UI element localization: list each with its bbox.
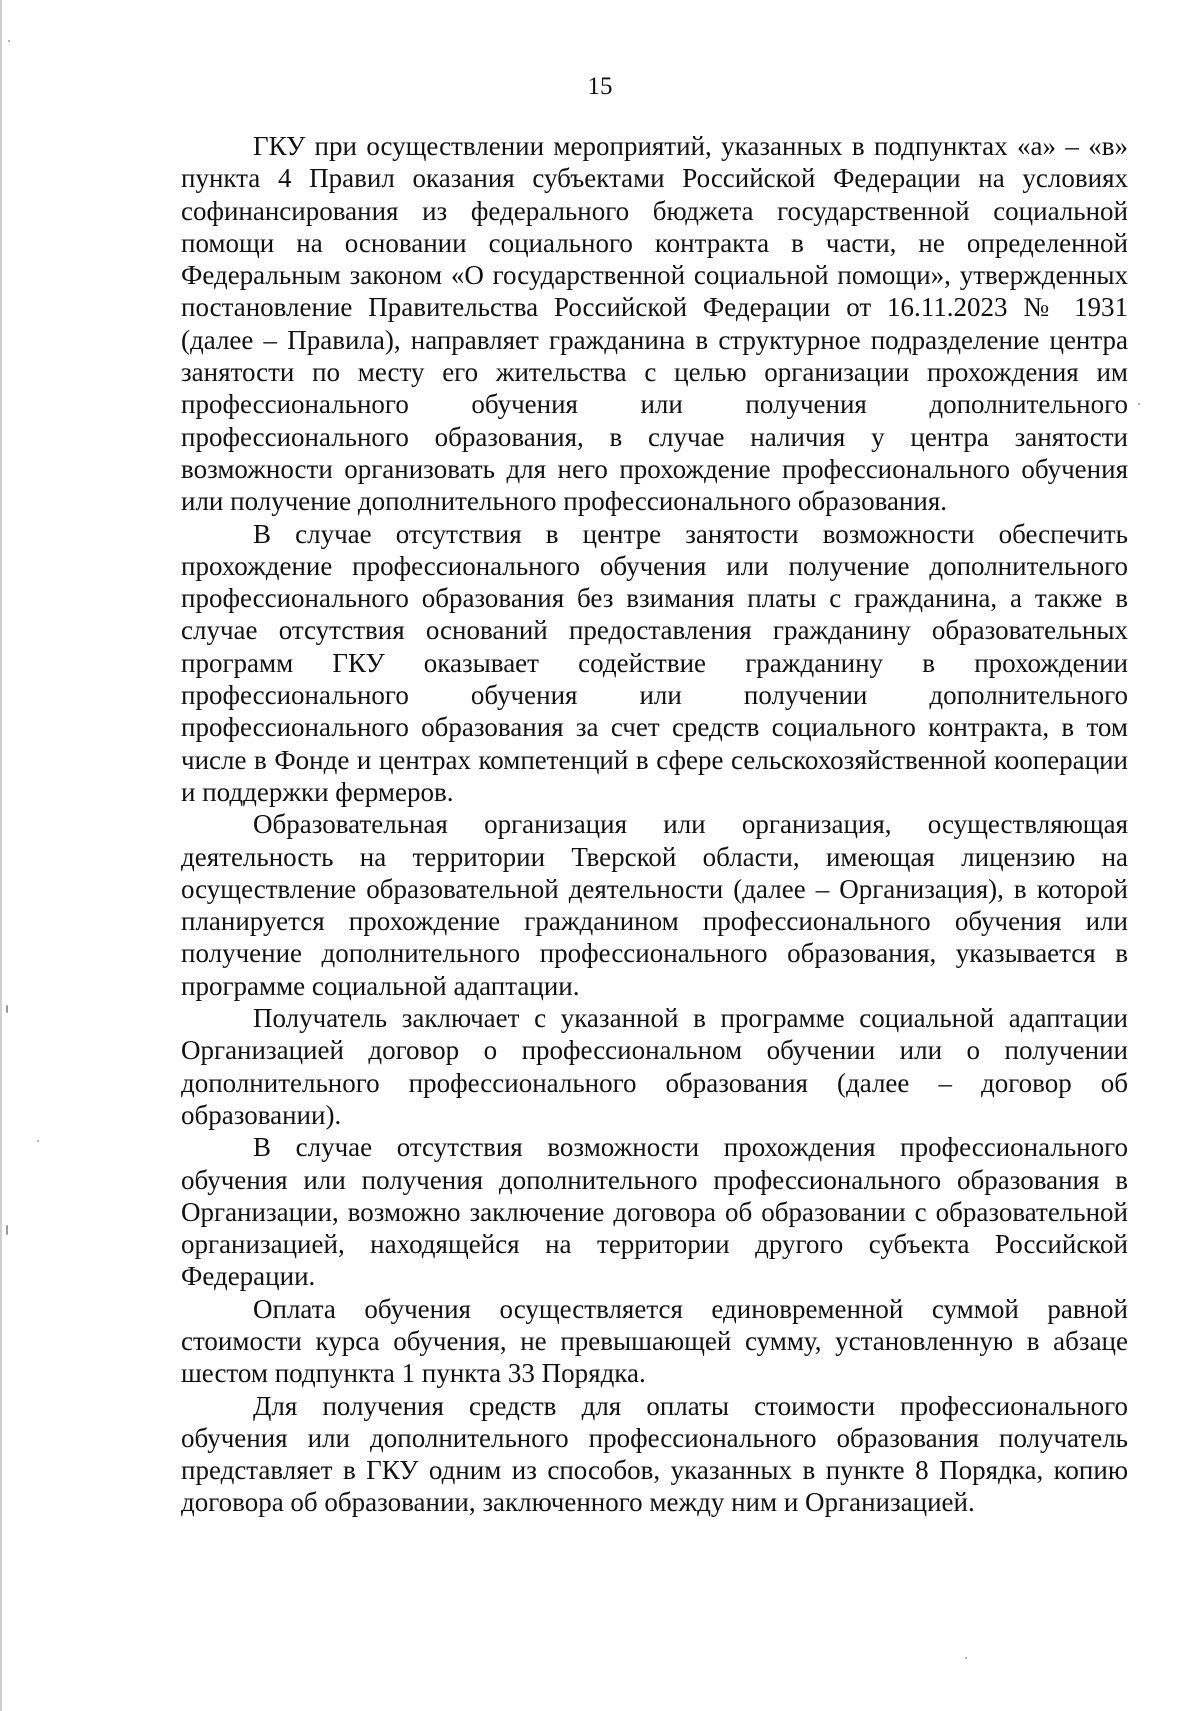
- scan-speck: [965, 1657, 967, 1659]
- scan-speck: [37, 1140, 39, 1142]
- scan-speck: [8, 40, 10, 42]
- paragraph-other-region: В случае отсутствия возможности прохождения профессионального обучения или получения дополнительного профессионального образования в Организации, возможно заключение договора об образовании с образовательной организацией, находящейся на территории другого субъекта Российской Федерации.: [181, 1132, 1128, 1292]
- scan-speck: [6, 1225, 8, 1235]
- paragraph-documents: Для получения средств для оплаты стоимости профессионального обучения или дополнительного профессионального образования получатель представляет в ГКУ одним из способов, указанных в пункте 8 Порядка, копию договора об образовании, заключенного между ним и Организацией.: [181, 1390, 1128, 1518]
- scan-speck: [1138, 403, 1140, 405]
- scan-speck: [6, 1005, 8, 1013]
- paragraph-organization: Образовательная организация или организация, осуществляющая деятельность на территории Тверской области, имеющая лицензию на осуществление образовательной деятельности (далее – Организация), в которой планируется прохождение гражданином профессионального обучения или получение дополнительного профессионального образования, указывается в программе социальной адаптации.: [181, 809, 1128, 1001]
- paragraph-gku-assistance: В случае отсутствия в центре занятости возможности обеспечить прохождение профессионального обучения или получение дополнительного профессионального образования без взимания платы с гражданина, а также в случае отсутствия оснований предоставления гражданину образовательных программ ГКУ оказывает содействие гражданину в прохождении профессионального обучения или получении дополнительного профессионального образования за счет средств социального контракта, в том числе в Фонде и центрах компетенций в сфере сельскохозяйственной кооперации и поддержки фермеров.: [181, 518, 1128, 807]
- scan-edge: [0, 0, 2, 1711]
- page-number: 15: [587, 73, 613, 100]
- document-body: [181, 130, 1128, 1519]
- paragraph-contract: Получатель заключает с указанной в программе социальной адаптации Организацией договор о профессиональном обучении или о получении дополнительного профессионального образования (далее – договор об образовании).: [181, 1003, 1128, 1130]
- paragraph-payment: Оплата обучения осуществляется единовременной суммой равной стоимости курса обучения, не превышающей сумму, установленную в абзаце шестом подпункта 1 пункта 33 Порядка.: [181, 1293, 1128, 1389]
- paragraph-gku-referral: ГКУ при осуществлении мероприятий, указанных в подпунктах «а» – «в» пункта 4 Правил оказания субъектами Российской Федерации на условиях софинансирования из федерального бюджета государственной социальной помощи на основании социального контракта в части, не определенной Федеральным законом «О государственной социальной помощи», утвержденных постановление Правительства Российской Федерации от 16.11.2023 № 1931 (далее – Правила), направляет гражданина в структурное подразделение центра занятости по месту его жительства с целью организации прохождения им профессионального обучения или получения дополнительного профессионального образования, в случае наличия у центра занятости возможности организовать для него прохождение профессионального обучения или получение дополнительного профессионального образования.: [181, 131, 1128, 517]
